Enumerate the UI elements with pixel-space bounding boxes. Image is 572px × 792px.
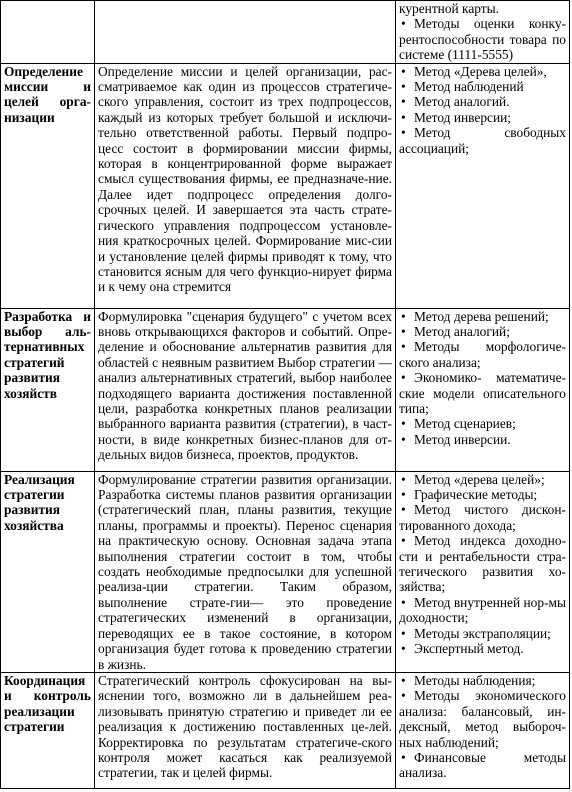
method-item: • Экономико- математиче-ские модели описательного типа; [399,370,566,416]
methods-list [399,16,566,62]
methods-continuation-text: курентной карты. [399,1,500,16]
method-item: • Метод свободных ассоциаций; [399,125,566,156]
methods-list [399,64,566,156]
method-item: • Метод сценариев; [399,416,566,431]
method-item: • Метод чистого дискон-тированного дохода; [399,502,566,533]
stage-cell [1,1,95,64]
stage-cell: Реализация стратегии развития хозяйства [1,471,95,672]
method-item: • Финансовые методы анализа. [399,750,566,781]
description-cell: Стратегический контроль сфокусирован на вы-яснении того, возможно ли в дальнейшем реа-лизовывать принятую стратегию и приведет ли ее реализация к достижению поставленных це-лей. Корректировка по результатам стратегиче-ского контроля может касаться как реализуемой стратегии, так и целей фирмы. [95,672,396,788]
description-cell: Определение миссии и целей организации, рас-сматриваемое как один из процессов стратегиче-ского управления, состоит из трех подпроцессов, каждый из которых требует большой и исключи-тельно ответственной работы. Первый подпро-цесс состоит в формировании миссии фирмы, которая в концентрированной форме выражает смысл существования фирмы, ее предназначе-ние. Далее идет подпроцесс определения долго-срочных целей. И завершается эта часть страте-гического управления подпроцессом установле-ния краткосрочных целей. Формирование мис-сии и установление целей фирмы приводят к тому, что становится ясным для чего функцио-нирует фирма и к чему она стремится [95,63,396,308]
table-row-implementation [1,471,570,672]
method-item: • Методы оценки конку-рентоспособности товара по системе (1111-5555) [399,16,566,62]
method-item: • Метод дерева решений; [399,309,566,324]
stage-cell: Определение миссии и целей орга-низации [1,63,95,308]
methods-cell [396,63,570,308]
methods-cell [396,308,570,471]
method-item: • Графические методы; [399,487,566,502]
description-cell [95,1,396,64]
description-cell: Формулирование стратегии развития организации. Разработка системы планов развития организации (стратегический план, планы развития, текущие планы, программы и проекты). Перенос сценария на практическую основу. Основная задача этапа выполнения стратегии состоит в том, чтобы создать необходимые предпосылки для успешной реализа-ции стратегии. Таким образом, выполнение страте-гии— это проведение стратегических изменений в организации, переводящих ее в такое состояние, в котором организация будет готова к проведению стратегии в жизнь. [95,471,396,672]
method-item: • Метод инверсии. [399,432,566,447]
methods-cell [396,672,570,788]
table-row-control [1,672,570,788]
method-item: • Экспертный метод. [399,641,566,656]
method-item: • Метод «дерева целей»; [399,472,566,487]
table-row-mission [1,63,570,308]
method-item: • Метод аналогий. [399,94,566,109]
table-row-continuation [1,1,570,64]
methods-cell [396,471,570,672]
method-item: • Методы наблюдения; [399,673,566,688]
methods-list [399,309,566,448]
method-item: • Метод индекса доходно-сти и рентабельности стра-тегического развития хо-зяйства; [399,533,566,595]
methods-list [399,472,566,657]
method-item: • Методы экономического анализа: балансовый, ин-дексный, метод выбороч-ных наблюдений; [399,688,566,750]
method-item: • Метод аналогий; [399,324,566,339]
stage-cell: Координация и контроль реализации стратегии [1,672,95,788]
method-item: • Метод внутренней нор-мы доходности; [399,595,566,626]
method-item: • Метод инверсии; [399,110,566,125]
description-cell: Формулировка "сценария будущего" с учетом всех вновь открывающихся факторов и событий. Опре-деление и обоснование альтернатив развития для областей с неявным развитием Выбор стратегии — анализ альтернативных стратегий, выбор наиболее подходящего варианта достижения поставленной цели, разработка конкретных планов реализации выбранного варианта развития (стратегии), в част-ности, в виде конкретных бизнес-планов для от-дельных видов бизнеса, проектов, продуктов. [95,308,396,471]
stage-cell: Разработка и выбор аль-тернативных стратегий развития хозяйств [1,308,95,471]
methods-list [399,673,566,781]
method-item: • Методы морфологиче-ского анализа; [399,339,566,370]
method-item: • Метод «Дерева целей», [399,64,566,79]
table-row-alternatives [1,308,570,471]
methods-cell [396,1,570,64]
method-item: • Методы экстраполяции; [399,626,566,641]
method-item: • Метод наблюдений [399,79,566,94]
